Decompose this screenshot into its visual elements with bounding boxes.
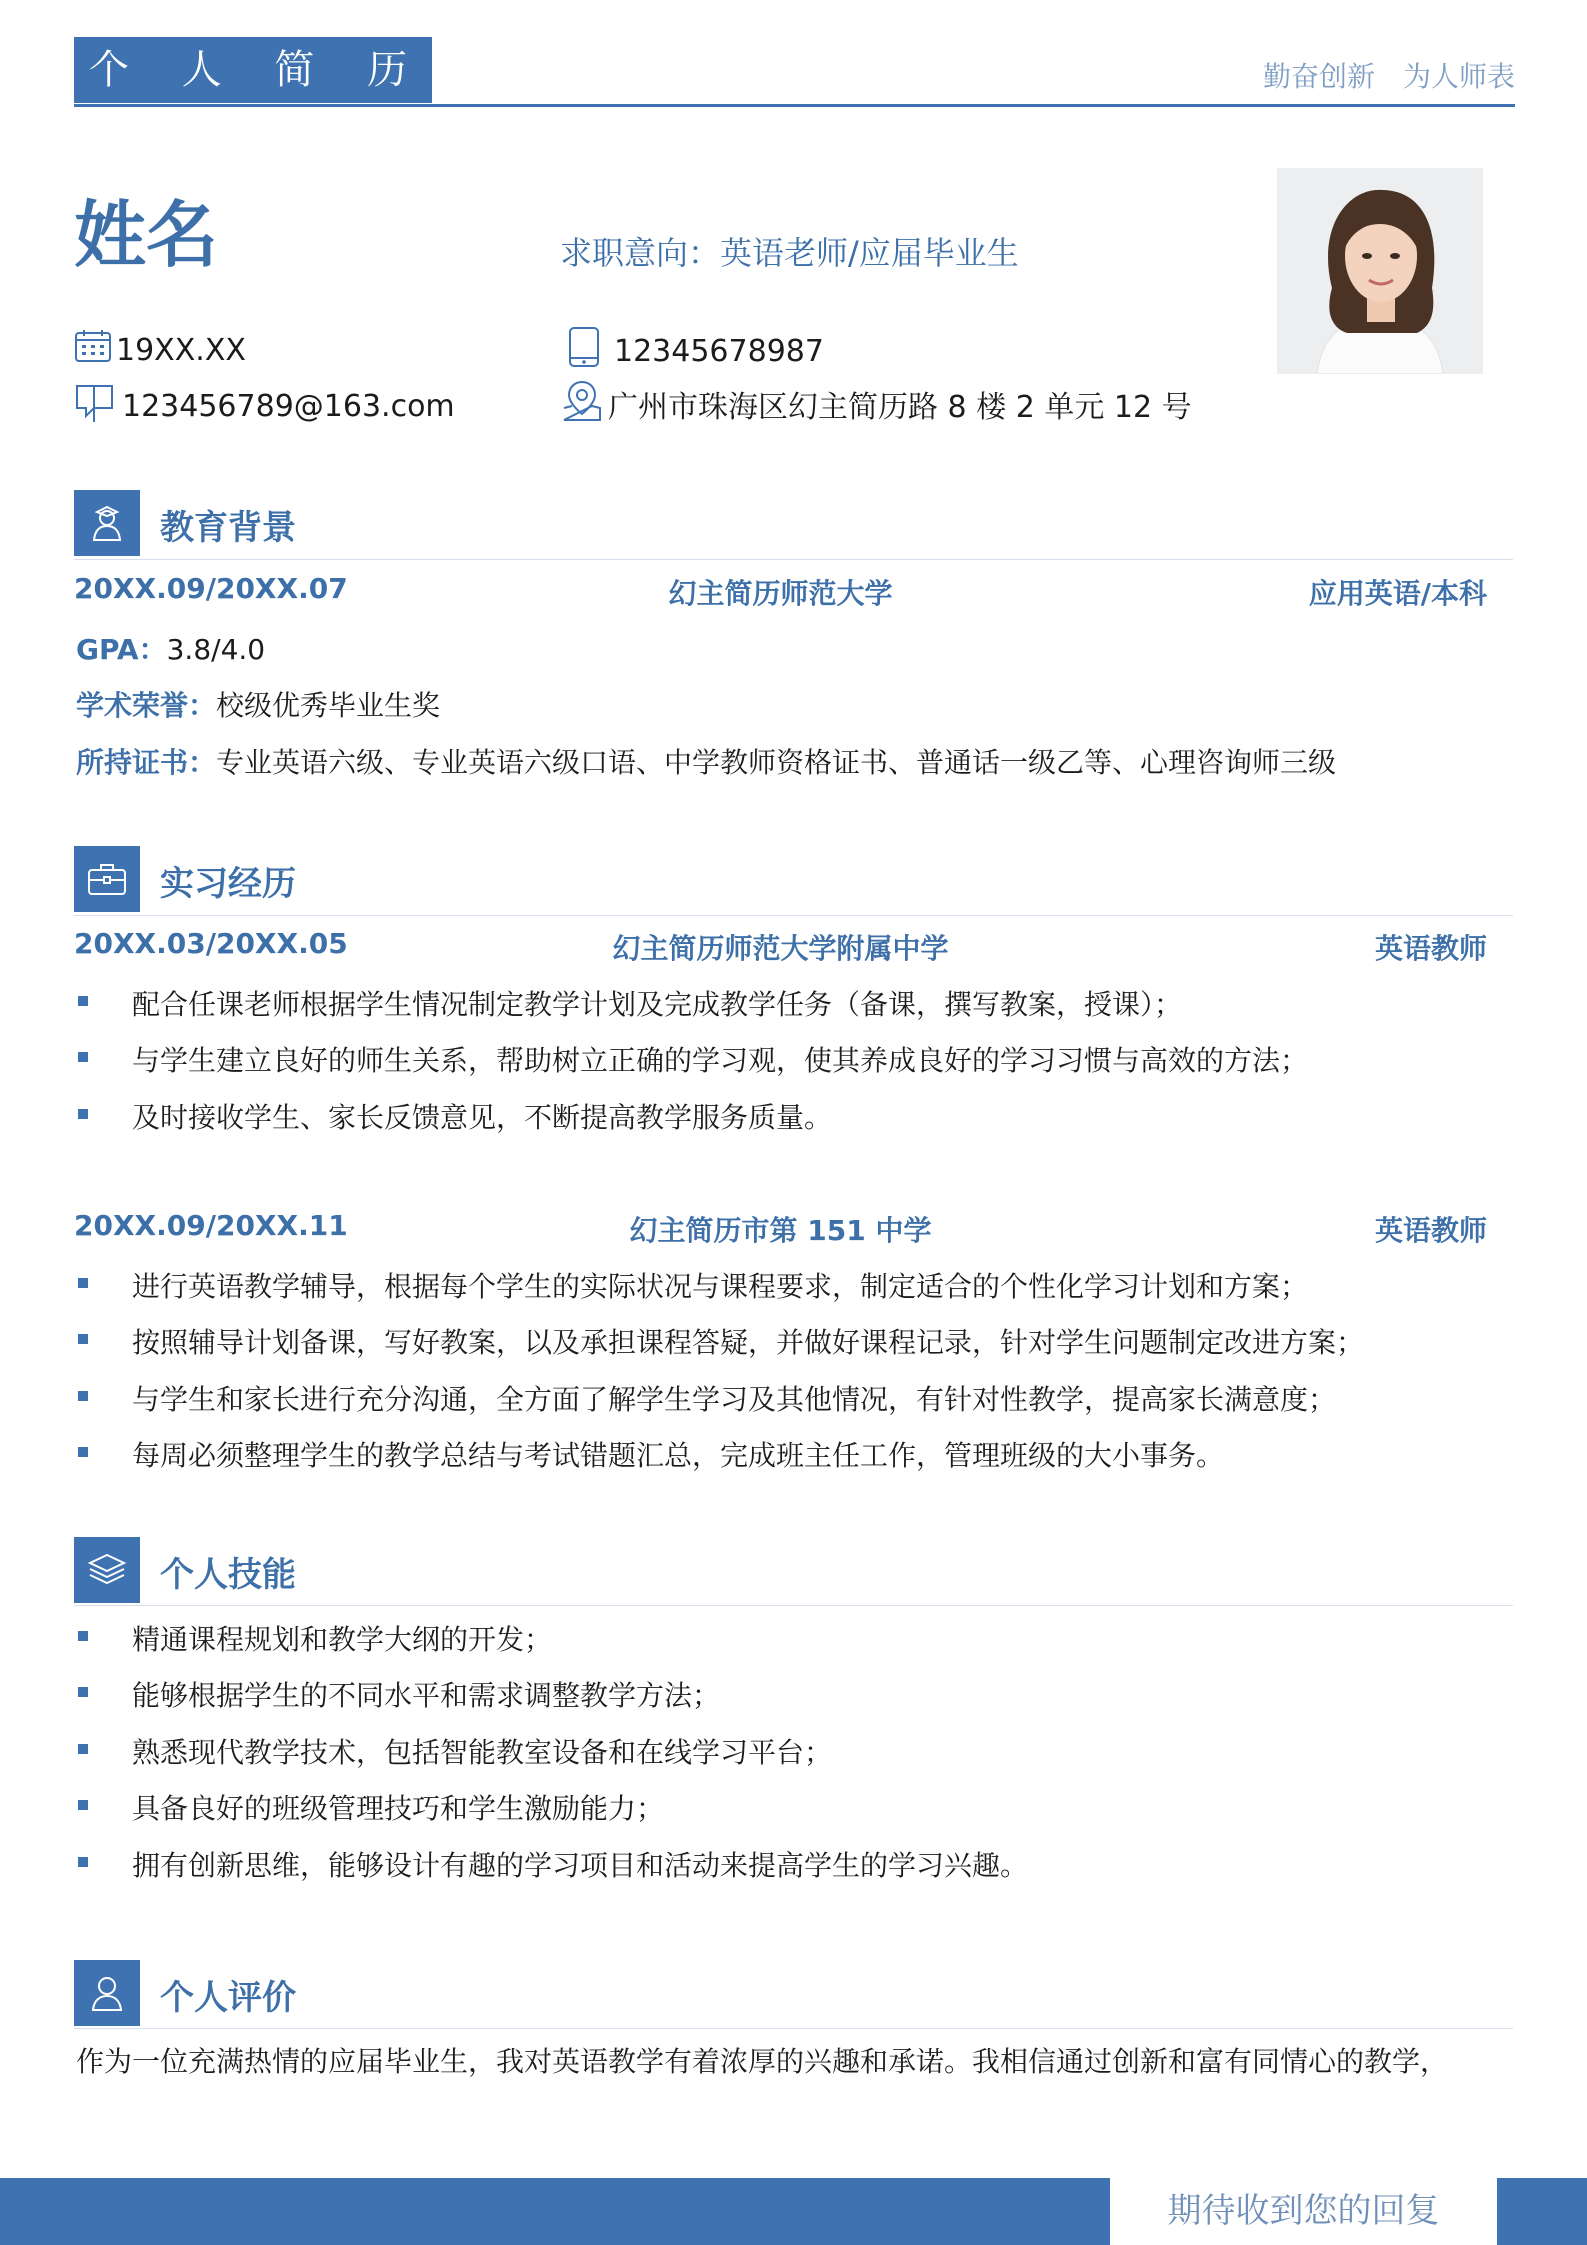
bullet-marker — [78, 1278, 88, 1288]
phone-icon — [566, 326, 606, 376]
birth-info — [74, 328, 246, 372]
job-header-row — [74, 1209, 1487, 1245]
bullet-marker — [78, 1857, 88, 1867]
user-icon — [87, 1973, 127, 2013]
evaluation-text: 作为一位充满热情的应届毕业生，我对英语教学有着浓厚的兴趣和承诺。我相信通过创新和富有同情心的教学， — [76, 2045, 1449, 2078]
location-pin-icon — [560, 378, 608, 430]
evaluation-section-title: 个人评价 — [160, 1978, 296, 2018]
gpa-label: GPA： — [76, 633, 167, 666]
internship-section-icon — [74, 846, 140, 912]
job-period: 20XX.03/20XX.05 — [74, 927, 348, 960]
job-organization: 幻主简历师范大学附属中学 — [612, 932, 949, 965]
bullet-marker — [78, 1744, 88, 1754]
skills-section-title: 个人技能 — [160, 1555, 296, 1595]
skills-divider — [74, 1605, 1513, 1606]
bullet-marker — [78, 1687, 88, 1697]
bullet-marker — [78, 1391, 88, 1401]
certificate-value: 专业英语六级、专业英语六级口语、中学教师资格证书、普通话一级乙等、心理咨询师三级 — [216, 746, 1337, 779]
education-period: 20XX.09/20XX.07 — [74, 572, 348, 605]
footer-bar-left — [0, 2178, 1110, 2245]
education-divider — [74, 559, 1513, 560]
internship-divider — [74, 915, 1513, 916]
profile-photo — [1277, 168, 1483, 374]
briefcase-icon — [86, 861, 128, 897]
certificate-row — [76, 741, 1336, 781]
evaluation-divider — [74, 2028, 1513, 2029]
education-section-title: 教育背景 — [160, 508, 296, 548]
resume-title: 个 人 简 历 — [88, 47, 428, 93]
job-role: 英语教师 — [1374, 932, 1487, 965]
email-info — [74, 382, 455, 430]
education-school: 幻主简历师范大学 — [668, 577, 893, 610]
job-period: 20XX.09/20XX.11 — [74, 1209, 348, 1242]
certificate-label: 所持证书： — [76, 746, 217, 779]
bullet-marker — [78, 1052, 88, 1062]
phone-number: 12345678987 — [614, 333, 824, 369]
job-objective: 求职意向：英语老师/应届毕业生 — [560, 234, 1019, 272]
gpa-value: 3.8/4.0 — [166, 633, 266, 666]
honor-row — [76, 684, 440, 724]
job-organization: 幻主简历市第 151 中学 — [629, 1214, 932, 1247]
gpa-row — [76, 628, 265, 668]
job-role: 英语教师 — [1374, 1214, 1487, 1247]
education-header-row — [74, 572, 1487, 608]
footer-text: 期待收到您的回复 — [1167, 2191, 1440, 2231]
phone-info — [566, 326, 824, 376]
home-address: 广州市珠海区幻主简历路 8 楼 2 单元 12 号 — [608, 390, 1192, 425]
header-divider — [74, 104, 1515, 107]
email-address: 123456789@163.com — [122, 388, 455, 424]
job-header-row — [74, 927, 1487, 963]
bullet-marker — [78, 1800, 88, 1810]
candidate-name: 姓名 — [74, 193, 219, 277]
header-slogan: 勤奋创新 为人师表 — [1262, 60, 1515, 93]
footer-bar-right — [1497, 2178, 1587, 2245]
bullet-marker — [78, 996, 88, 1006]
internship-section-title: 实习经历 — [160, 864, 296, 904]
bullet-marker — [78, 1334, 88, 1344]
education-section-icon — [74, 490, 140, 556]
graduate-icon — [87, 503, 127, 543]
bullet-marker — [78, 1447, 88, 1457]
calendar-icon — [74, 328, 116, 372]
resume-title-banner — [74, 37, 432, 103]
honor-label: 学术荣誉： — [76, 689, 217, 722]
address-info — [560, 378, 1192, 430]
bullet-marker — [78, 1631, 88, 1641]
mail-icon — [74, 382, 122, 430]
honor-value: 校级优秀毕业生奖 — [216, 689, 441, 722]
bullet-marker — [78, 1109, 88, 1119]
skills-section-icon — [74, 1537, 140, 1603]
layers-icon — [86, 1550, 128, 1590]
evaluation-section-icon — [74, 1960, 140, 2026]
education-major: 应用英语/本科 — [1308, 577, 1487, 610]
birth-date: 19XX.XX — [116, 332, 246, 368]
